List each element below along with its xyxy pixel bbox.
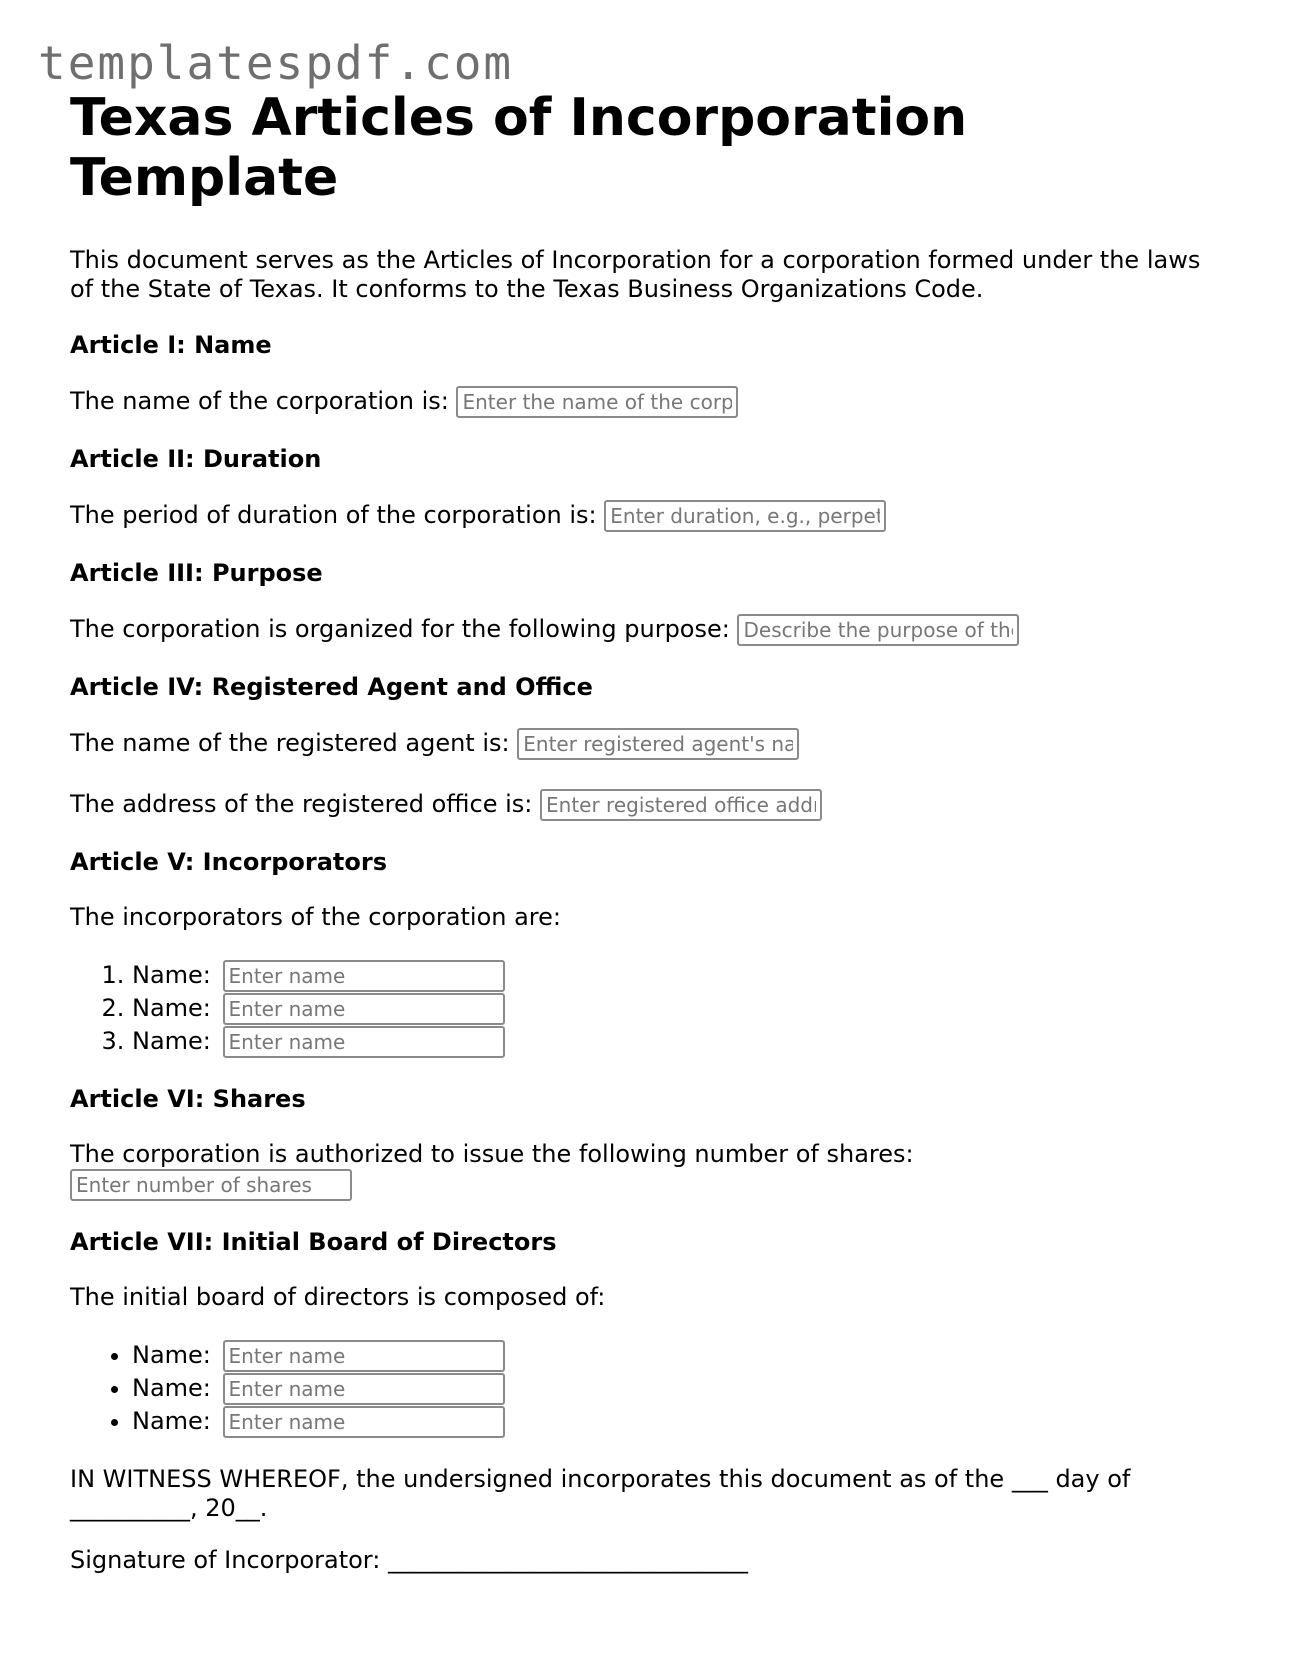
incorporator-1-label: Name: <box>132 961 211 989</box>
directors-intro: The initial board of directors is composed of: <box>70 1283 606 1311</box>
incorporator-3-input[interactable] <box>223 1026 505 1058</box>
incorporator-2-input[interactable] <box>223 993 505 1025</box>
corporation-name-label: The name of the corporation is: <box>70 387 449 415</box>
article-1-heading: Article I: Name <box>70 331 272 359</box>
incorporator-2-label: Name: <box>132 994 211 1022</box>
registered-agent-input[interactable] <box>517 728 799 760</box>
article-2-heading: Article II: Duration <box>70 445 322 473</box>
article-6-line <box>70 1140 1230 1201</box>
list-item <box>132 992 1230 1025</box>
article-4-heading: Article IV: Registered Agent and Office <box>70 673 593 701</box>
watermark: templatespdf.com <box>38 36 514 90</box>
intro-paragraph: This document serves as the Articles of Incorporation for a corporation formed under the laws of the State of Texas. It conforms to the Texas Business Organizations Code. <box>70 246 1201 303</box>
director-2-input[interactable] <box>223 1373 505 1405</box>
article-1-line <box>70 386 1230 418</box>
witness-statement: IN WITNESS WHEREOF, the undersigned incorporates this document as of the ___ day of __________, 20__. <box>70 1465 1131 1522</box>
purpose-input[interactable] <box>737 614 1019 646</box>
directors-list <box>70 1339 1230 1438</box>
list-item <box>132 1372 1230 1405</box>
list-item <box>132 1405 1230 1438</box>
registered-office-label: The address of the registered office is: <box>70 790 533 818</box>
incorporator-1-input[interactable] <box>223 960 505 992</box>
list-item <box>132 959 1230 992</box>
list-item <box>132 1025 1230 1058</box>
purpose-label: The corporation is organized for the following purpose: <box>70 615 730 643</box>
corporation-name-input[interactable] <box>456 386 738 418</box>
article-7-heading: Article VII: Initial Board of Directors <box>70 1228 557 1256</box>
director-2-label: Name: <box>132 1374 211 1402</box>
shares-input[interactable] <box>70 1169 352 1201</box>
shares-label: The corporation is authorized to issue the following number of shares: <box>70 1140 914 1168</box>
article-3-line <box>70 614 1230 646</box>
incorporator-3-label: Name: <box>132 1027 211 1055</box>
signature-line: Signature of Incorporator: ______________________________ <box>70 1546 748 1574</box>
incorporators-intro: The incorporators of the corporation are: <box>70 903 561 931</box>
duration-input[interactable] <box>604 500 886 532</box>
article-3-heading: Article III: Purpose <box>70 559 323 587</box>
director-3-input[interactable] <box>223 1406 505 1438</box>
article-4-office-line <box>70 789 1230 821</box>
article-2-line <box>70 500 1230 532</box>
document-body <box>70 88 1230 1575</box>
incorporators-list <box>70 959 1230 1058</box>
registered-office-input[interactable] <box>540 789 822 821</box>
director-1-label: Name: <box>132 1341 211 1369</box>
article-6-heading: Article VI: Shares <box>70 1085 306 1113</box>
list-item <box>132 1339 1230 1372</box>
director-1-input[interactable] <box>223 1340 505 1372</box>
director-3-label: Name: <box>132 1407 211 1435</box>
duration-label: The period of duration of the corporation is: <box>70 501 597 529</box>
article-5-heading: Article V: Incorporators <box>70 848 387 876</box>
article-4-agent-line <box>70 728 1230 760</box>
registered-agent-label: The name of the registered agent is: <box>70 729 510 757</box>
page-title: Texas Articles of Incorporation Template <box>70 88 968 208</box>
